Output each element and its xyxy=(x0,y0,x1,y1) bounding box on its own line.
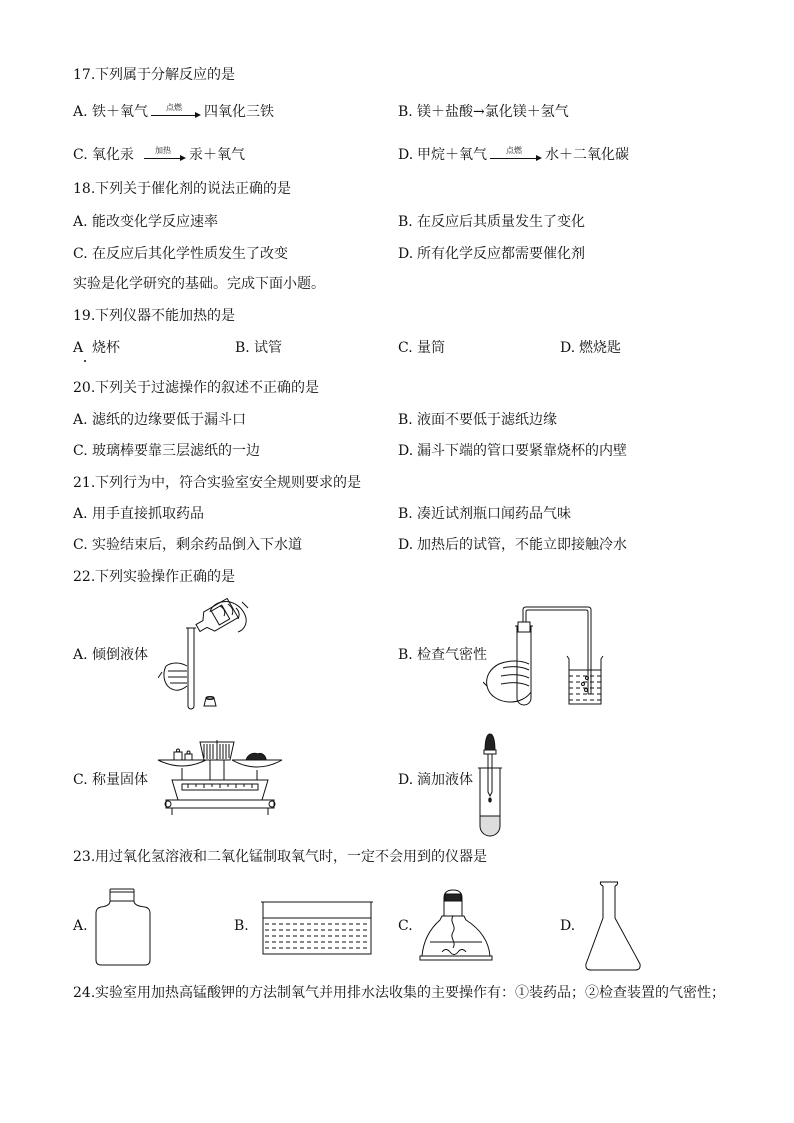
question-text: 下列属于分解反应的是 xyxy=(95,67,235,83)
q17-option-d xyxy=(398,146,629,164)
option-letter: A. xyxy=(73,214,88,230)
q24-stem xyxy=(73,984,725,1002)
q17-option-a xyxy=(73,103,274,121)
option-text: 漏斗下端的管口要紧靠烧杯的内壁 xyxy=(417,443,627,459)
option-letter: D. xyxy=(398,246,414,262)
q22-option-c xyxy=(73,771,148,789)
option-letter: B. xyxy=(398,412,413,428)
q19-option-c xyxy=(398,339,445,357)
weights xyxy=(174,749,192,760)
option-letter: D. xyxy=(398,443,414,459)
question-text: 下列实验操作正确的是 xyxy=(95,569,235,585)
q21-option-a xyxy=(73,505,204,523)
question-text: 实验室用加热高锰酸钾的方法制氧气并用排水法收集的主要操作有：①装药品；②检查装置的气密性； xyxy=(95,985,725,1001)
balance-base xyxy=(165,780,275,815)
q17-stem xyxy=(73,66,235,84)
q23-option-c xyxy=(398,917,413,935)
option-letter: D. xyxy=(560,918,576,934)
option-letter: C. xyxy=(73,772,88,788)
option-text: 燃烧匙 xyxy=(579,340,621,356)
rubber-stopper xyxy=(518,622,530,632)
option-letter: A xyxy=(73,340,84,356)
reactants: 氧化汞 xyxy=(92,147,134,163)
products: 四氧化三铁 xyxy=(204,104,274,120)
option-text: 在反应后其化学性质发生了改变 xyxy=(92,246,288,262)
q23-stem xyxy=(73,848,487,866)
option-letter: A. xyxy=(73,412,88,428)
dropper-tube xyxy=(488,754,492,796)
option-letter: B. xyxy=(234,918,249,934)
reaction-condition: 点燃 xyxy=(506,146,522,155)
pouring-liquid-illustration xyxy=(158,598,250,718)
option-letter: B. xyxy=(398,104,413,120)
q22-option-a xyxy=(73,646,148,664)
q19-option-d xyxy=(560,339,621,357)
dropper-bulb xyxy=(485,734,495,752)
question-number: 20. xyxy=(73,380,96,396)
reactants: 铁＋氧气 xyxy=(92,104,148,120)
stray-period-dot xyxy=(84,360,86,362)
question-number: 19. xyxy=(73,308,96,324)
question-number: 24. xyxy=(73,985,96,1001)
reactants: 甲烷＋氧气 xyxy=(417,147,487,163)
q17-option-b xyxy=(398,103,569,121)
option-text: 烧杯 xyxy=(92,340,120,356)
q23-option-a xyxy=(73,917,88,935)
option-letter: B. xyxy=(398,214,413,230)
section-intro: 实验是化学研究的基础。完成下面小题。 xyxy=(73,276,325,292)
option-letter: A. xyxy=(73,104,88,120)
question-number: 21. xyxy=(73,475,96,491)
q20-option-a xyxy=(73,411,246,429)
q21-stem xyxy=(73,474,361,492)
question-number: 22. xyxy=(73,569,96,585)
option-letter: D. xyxy=(398,537,414,553)
q20-option-b xyxy=(398,411,557,429)
question-text: 下列仪器不能加热的是 xyxy=(95,308,235,324)
solid-sample xyxy=(246,753,266,760)
lamp-wick xyxy=(442,916,466,955)
question-number: 17. xyxy=(73,67,96,83)
q18-option-b xyxy=(398,213,585,231)
option-text: 试管 xyxy=(254,340,282,356)
bubbles xyxy=(582,677,589,692)
option-letter: B. xyxy=(398,506,413,522)
option-letter: C. xyxy=(73,246,88,262)
balance-weighing-illustration xyxy=(148,738,294,820)
q23-option-b xyxy=(234,917,249,935)
q22-option-b xyxy=(398,646,487,664)
q21-option-b xyxy=(398,505,571,523)
question-text: 下列关于过滤操作的叙述不正确的是 xyxy=(95,380,319,396)
option-text: 液面不要低于滤纸边缘 xyxy=(417,412,557,428)
lamp-cap xyxy=(444,890,462,916)
q20-option-c xyxy=(73,442,260,460)
option-text: 滴加液体 xyxy=(417,772,473,788)
q18-option-d xyxy=(398,245,585,263)
option-letter: B. xyxy=(398,647,413,663)
q22-stem xyxy=(73,568,235,586)
q21-option-c xyxy=(73,536,302,554)
option-text: 凑近试剂瓶口闻药品气味 xyxy=(417,506,571,522)
center-column xyxy=(210,760,224,780)
reaction-condition: 点燃 xyxy=(166,103,182,112)
q18-option-a xyxy=(73,213,218,231)
question-number: 18. xyxy=(73,181,96,197)
products: 水＋二氧化碳 xyxy=(545,147,629,163)
option-letter: D. xyxy=(560,340,576,356)
q18-option-c xyxy=(73,245,288,263)
q19-option-a xyxy=(73,339,120,357)
option-text: 滤纸的边缘要低于漏斗口 xyxy=(92,412,246,428)
q19-option-b xyxy=(235,339,282,357)
option-text: 用手直接抓取药品 xyxy=(92,506,204,522)
test-tube xyxy=(186,628,196,709)
q23-option-d xyxy=(560,917,575,935)
option-letter: C. xyxy=(73,147,88,163)
airtightness-check-illustration xyxy=(483,606,605,710)
option-text: 能改变化学反应速率 xyxy=(92,214,218,230)
q22-option-d xyxy=(398,771,473,789)
option-letter: C. xyxy=(398,918,413,934)
beaker xyxy=(567,656,603,704)
bent-glass-tube xyxy=(523,607,591,694)
alcohol-lamp-illustration xyxy=(418,886,494,966)
option-letter: B. xyxy=(235,340,250,356)
option-text: 称量固体 xyxy=(92,772,148,788)
option-text: 倾倒液体 xyxy=(92,647,148,663)
q18-stem xyxy=(73,180,291,198)
hand-holding-tube xyxy=(158,663,187,690)
question-text: 用过氧化氢溶液和二氧化锰制取氧气时，一定不会用到的仪器是 xyxy=(95,849,487,865)
reaction-arrow xyxy=(151,103,201,121)
dropper-collar xyxy=(484,750,496,754)
reaction-arrow xyxy=(490,146,542,164)
option-text: 所有化学反应都需要催化剂 xyxy=(417,246,585,262)
option-letter: D. xyxy=(398,147,414,163)
right-pan xyxy=(232,760,282,780)
option-text: 镁＋盐酸→氯化镁＋氢气 xyxy=(417,104,569,120)
option-letter: A. xyxy=(73,647,88,663)
option-letter: A. xyxy=(73,506,88,522)
option-text: 检查气密性 xyxy=(417,647,487,663)
liquid-drop xyxy=(489,798,491,802)
wide-mouth-bottle-illustration xyxy=(92,886,154,968)
option-text: 在反应后其质量发生了变化 xyxy=(417,214,585,230)
option-letter: C. xyxy=(398,340,413,356)
hand-holding-tube xyxy=(483,661,531,702)
question-number: 23. xyxy=(73,849,96,865)
water-trough-illustration xyxy=(260,898,374,958)
question-text: 下列关于催化剂的说法正确的是 xyxy=(95,181,291,197)
option-letter: C. xyxy=(73,537,88,553)
option-text: 加热后的试管，不能立即接触冷水 xyxy=(417,537,627,553)
q20-option-d xyxy=(398,442,627,460)
reaction-arrow xyxy=(144,146,186,164)
option-text: 量筒 xyxy=(417,340,445,356)
reaction-condition: 加热 xyxy=(155,146,171,155)
option-letter: D. xyxy=(398,772,414,788)
q21-option-d xyxy=(398,536,627,554)
question-text: 下列行为中，符合实验室安全规则要求的是 xyxy=(95,475,361,491)
option-letter: A. xyxy=(73,918,88,934)
conical-flask-illustration xyxy=(582,878,644,974)
q20-stem xyxy=(73,379,319,397)
left-pan xyxy=(158,760,206,780)
option-letter: C. xyxy=(73,443,88,459)
bottle-stopper xyxy=(204,697,216,707)
option-text: 实验结束后，剩余药品倒入下水道 xyxy=(92,537,302,553)
q19-stem xyxy=(73,307,235,325)
products: 汞＋氧气 xyxy=(189,147,245,163)
dropper-illustration xyxy=(472,732,504,838)
q17-option-c xyxy=(73,146,245,164)
option-text: 玻璃棒要靠三层滤纸的一边 xyxy=(92,443,260,459)
